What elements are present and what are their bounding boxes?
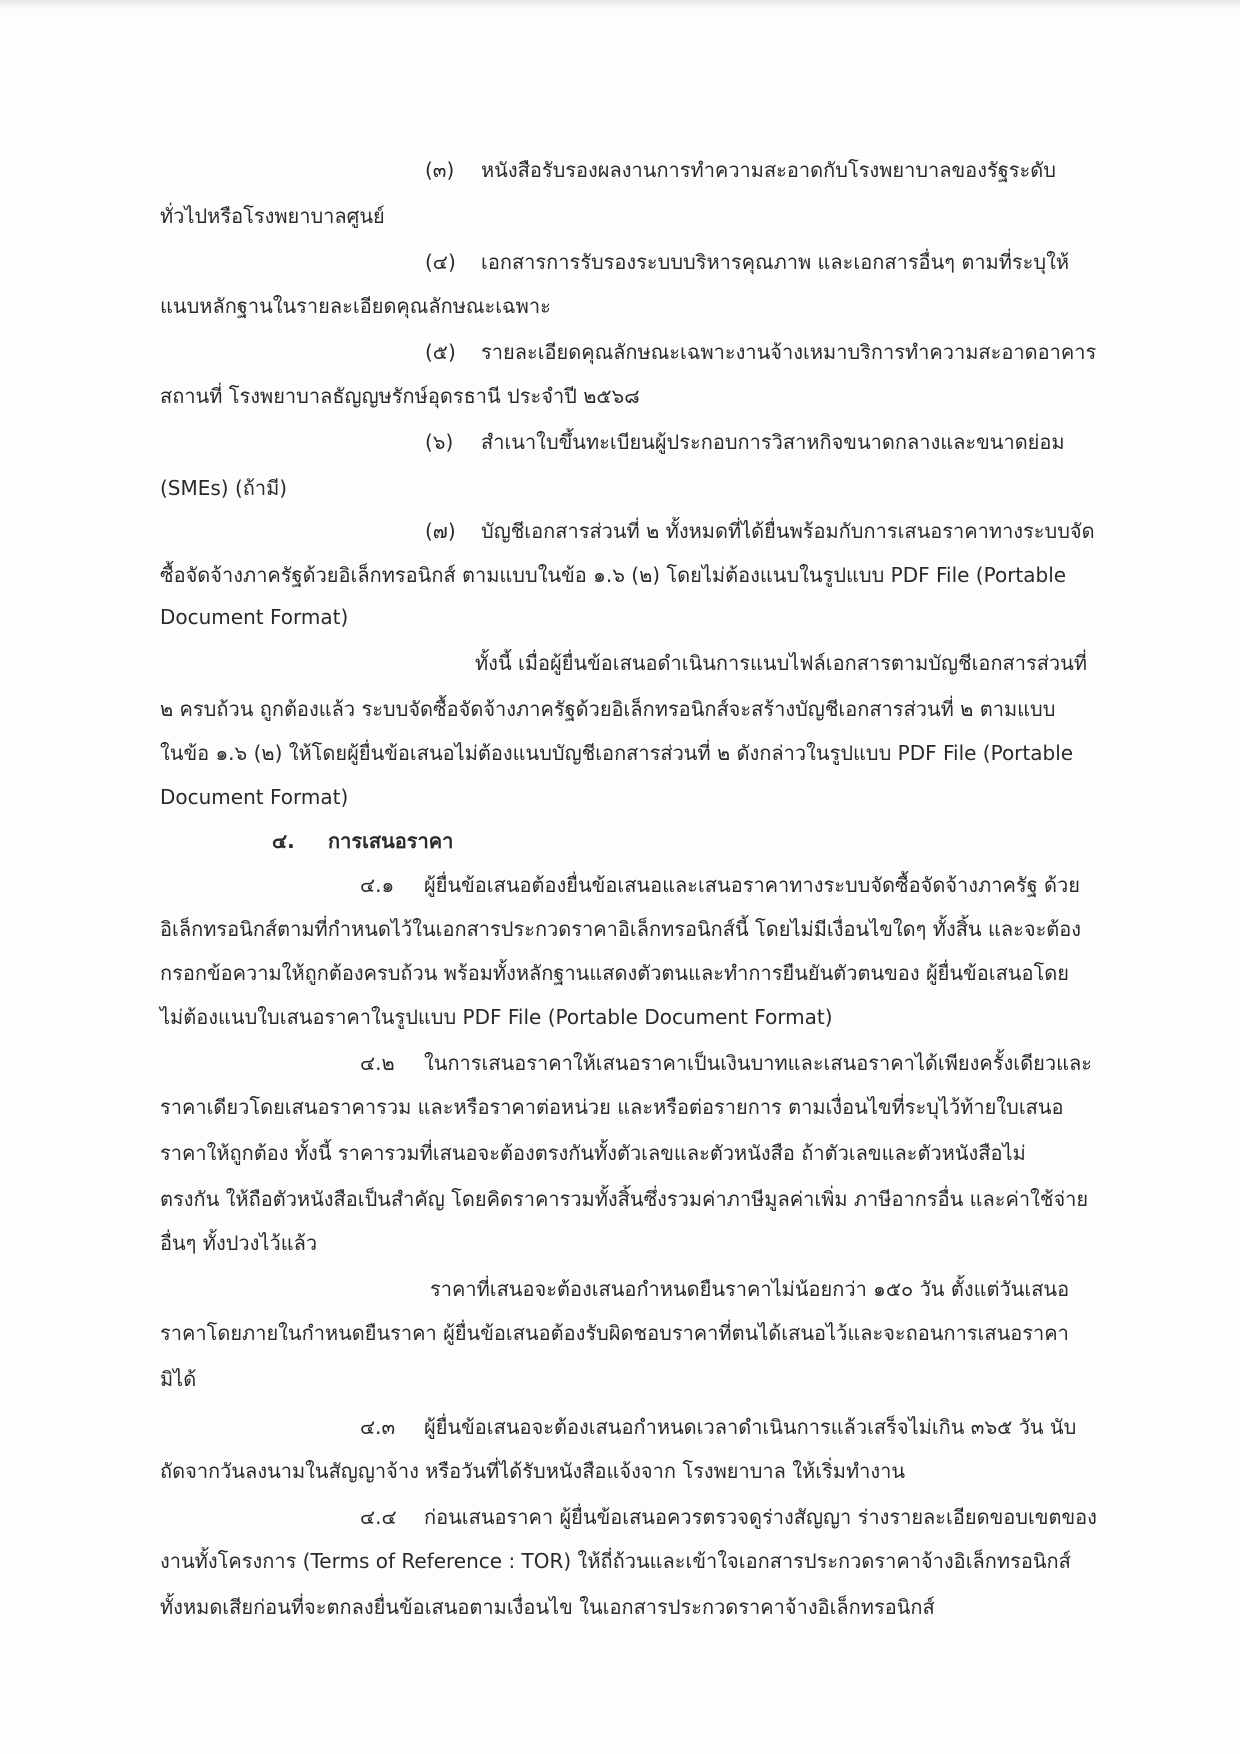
section-4-2-text-1: ในการเสนอราคาให้เสนอราคาเป็นเงินบาทและเสนอราคาได้เพียงครั้งเดียวและ bbox=[424, 1051, 1092, 1075]
item-7-line-1 bbox=[425, 516, 1095, 546]
item-4-text-1: เอกสารการรับรองระบบบริหารคุณภาพ และเอกสารอื่นๆ ตามที่ระบุให้ bbox=[481, 250, 1070, 274]
section-4-1-line-2: อิเล็กทรอนิกส์ตามที่กำหนดไว้ในเอกสารประกวดราคาอิเล็กทรอนิกส์นี้ โดยไม่มีเงื่อนไขใดๆ ทั้งสิ้น และจะต้อง bbox=[160, 917, 1082, 941]
section-4-title: การเสนอราคา bbox=[328, 829, 454, 853]
section-4-2-number: ๔.๒ bbox=[360, 1051, 395, 1075]
section-4-1-line-4: ไม่ต้องแนบใบเสนอราคาในรูปแบบ PDF File (Portable Document Format) bbox=[160, 1005, 833, 1029]
section-4-4-line-2: งานทั้งโครงการ (Terms of Reference : TOR) ให้ถี่ถ้วนและเข้าใจเอกสารประกวดราคาจ้างอิเล็กทรอนิกส์ bbox=[160, 1549, 1071, 1573]
item-7-text-1: บัญชีเอกสารส่วนที่ ๒ ทั้งหมดที่ได้ยื่นพร้อมกับการเสนอราคาทางระบบจัด bbox=[481, 519, 1095, 543]
section-4-2-line-5: อื่นๆ ทั้งปวงไว้แล้ว bbox=[160, 1231, 318, 1255]
note-line-1: ทั้งนี้ เมื่อผู้ยื่นข้อเสนอดำเนินการแนบไฟล์เอกสารตามบัญชีเอกสารส่วนที่ bbox=[475, 651, 1088, 675]
section-4-3-text-1: ผู้ยื่นข้อเสนอจะต้องเสนอกำหนดเวลาดำเนินการแล้วเสร็จไม่เกิน ๓๖๕ วัน นับ bbox=[424, 1415, 1077, 1439]
item-3-line-1 bbox=[425, 155, 1056, 185]
section-4-2-line-3: ราคาให้ถูกต้อง ทั้งนี้ ราคารวมที่เสนอจะต้องตรงกันทั้งตัวเลขและตัวหนังสือ ถ้าตัวเลขและตัวหนังสือไม่ bbox=[160, 1141, 1026, 1165]
section-4-heading bbox=[272, 826, 453, 856]
section-4-3-line-2: ถัดจากวันลงนามในสัญญาจ้าง หรือวันที่ได้รับหนังสือแจ้งจาก โรงพยาบาล ให้เริ่มทำงาน bbox=[160, 1459, 906, 1483]
item-7-line-3: Document Format) bbox=[160, 605, 349, 629]
section-4-2b-line-2: ราคาโดยภายในกำหนดยืนราคา ผู้ยื่นข้อเสนอต้องรับผิดชอบราคาที่ตนได้เสนอไว้และจะถอนการเสนอราคา bbox=[160, 1321, 1069, 1345]
item-6-text-1: สำเนาใบขึ้นทะเบียนผู้ประกอบการวิสาหกิจขนาดกลางและขนาดย่อม bbox=[481, 430, 1065, 454]
item-3-number: (๓) bbox=[425, 158, 455, 182]
item-7-number: (๗) bbox=[425, 519, 456, 543]
section-4-4-text-1: ก่อนเสนอราคา ผู้ยื่นข้อเสนอควรตรวจดูร่างสัญญา ร่างรายละเอียดขอบเขตของ bbox=[424, 1505, 1097, 1529]
section-4-1-line-1 bbox=[360, 870, 1080, 900]
section-4-4-number: ๔.๔ bbox=[360, 1505, 397, 1529]
section-4-1-number: ๔.๑ bbox=[360, 873, 395, 897]
scan-edge-shadow bbox=[0, 0, 1240, 10]
section-4-3-number: ๔.๓ bbox=[360, 1415, 396, 1439]
item-7-line-2: ซื้อจัดจ้างภาครัฐด้วยอิเล็กทรอนิกส์ ตามแบบในข้อ ๑.๖ (๒) โดยไม่ต้องแนบในรูปแบบ PDF File (Portable bbox=[160, 563, 1067, 587]
item-6-line-2: (SMEs) (ถ้ามี) bbox=[160, 476, 288, 500]
note-line-2: ๒ ครบถ้วน ถูกต้องแล้ว ระบบจัดซื้อจัดจ้างภาครัฐด้วยอิเล็กทรอนิกส์จะสร้างบัญชีเอกสารส่วนที่ ๒ ตามแบบ bbox=[160, 697, 1056, 721]
section-4-number: ๔. bbox=[272, 829, 295, 853]
item-6-line-1 bbox=[425, 427, 1065, 457]
item-5-line-2: สถานที่ โรงพยาบาลธัญญษรักษ์อุดรธานี ประจำปี ๒๕๖๘ bbox=[160, 384, 640, 408]
section-4-1-line-3: กรอกข้อความให้ถูกต้องครบถ้วน พร้อมทั้งหลักฐานแสดงตัวตนและทำการยืนยันตัวตนของ ผู้ยื่นข้อเสนอโดย bbox=[160, 961, 1069, 985]
section-4-2-line-1 bbox=[360, 1048, 1092, 1078]
item-5-line-1 bbox=[425, 337, 1096, 367]
item-3-text-1: หนังสือรับรองผลงานการทำความสะอาดกับโรงพยาบาลของรัฐระดับ bbox=[481, 158, 1056, 182]
item-5-number: (๕) bbox=[425, 340, 456, 364]
section-4-4-line-1 bbox=[360, 1502, 1097, 1532]
item-4-line-1 bbox=[425, 247, 1069, 277]
section-4-2-line-2: ราคาเดียวโดยเสนอราคารวม และหรือราคาต่อหน่วย และหรือต่อรายการ ตามเงื่อนไขที่ระบุไว้ท้ายใบเสนอ bbox=[160, 1095, 1064, 1119]
item-5-text-1: รายละเอียดคุณลักษณะเฉพาะงานจ้างเหมาบริการทำความสะอาดอาคาร bbox=[481, 340, 1097, 364]
section-4-2b-line-3: มิได้ bbox=[160, 1367, 197, 1391]
item-6-number: (๖) bbox=[425, 430, 454, 454]
item-4-number: (๔) bbox=[425, 250, 456, 274]
note-line-3: ในข้อ ๑.๖ (๒) ให้โดยผู้ยื่นข้อเสนอไม่ต้องแนบบัญชีเอกสารส่วนที่ ๒ ดังกล่าวในรูปแบบ PDF File (Portable bbox=[160, 741, 1074, 765]
item-4-line-2: แนบหลักฐานในรายละเอียดคุณลักษณะเฉพาะ bbox=[160, 294, 551, 318]
section-4-2-line-4: ตรงกัน ให้ถือตัวหนังสือเป็นสำคัญ โดยคิดราคารวมทั้งสิ้นซึ่งรวมค่าภาษีมูลค่าเพิ่ม ภาษีอากรอื่น และค่าใช้จ่าย bbox=[160, 1187, 1089, 1211]
section-4-3-line-1 bbox=[360, 1412, 1076, 1442]
note-line-4: Document Format) bbox=[160, 785, 349, 809]
section-4-4-line-3: ทั้งหมดเสียก่อนที่จะตกลงยื่นข้อเสนอตามเงื่อนไข ในเอกสารประกวดราคาจ้างอิเล็กทรอนิกส์ bbox=[160, 1595, 935, 1619]
section-4-1-text-1: ผู้ยื่นข้อเสนอต้องยื่นข้อเสนอและเสนอราคาทางระบบจัดซื้อจัดจ้างภาครัฐ ด้วย bbox=[424, 873, 1080, 897]
section-4-2b-line-1: ราคาที่เสนอจะต้องเสนอกำหนดยืนราคาไม่น้อยกว่า ๑๕๐ วัน ตั้งแต่วันเสนอ bbox=[430, 1277, 1070, 1301]
item-3-line-2: ทั่วไปหรือโรงพยาบาลศูนย์ bbox=[160, 204, 385, 228]
